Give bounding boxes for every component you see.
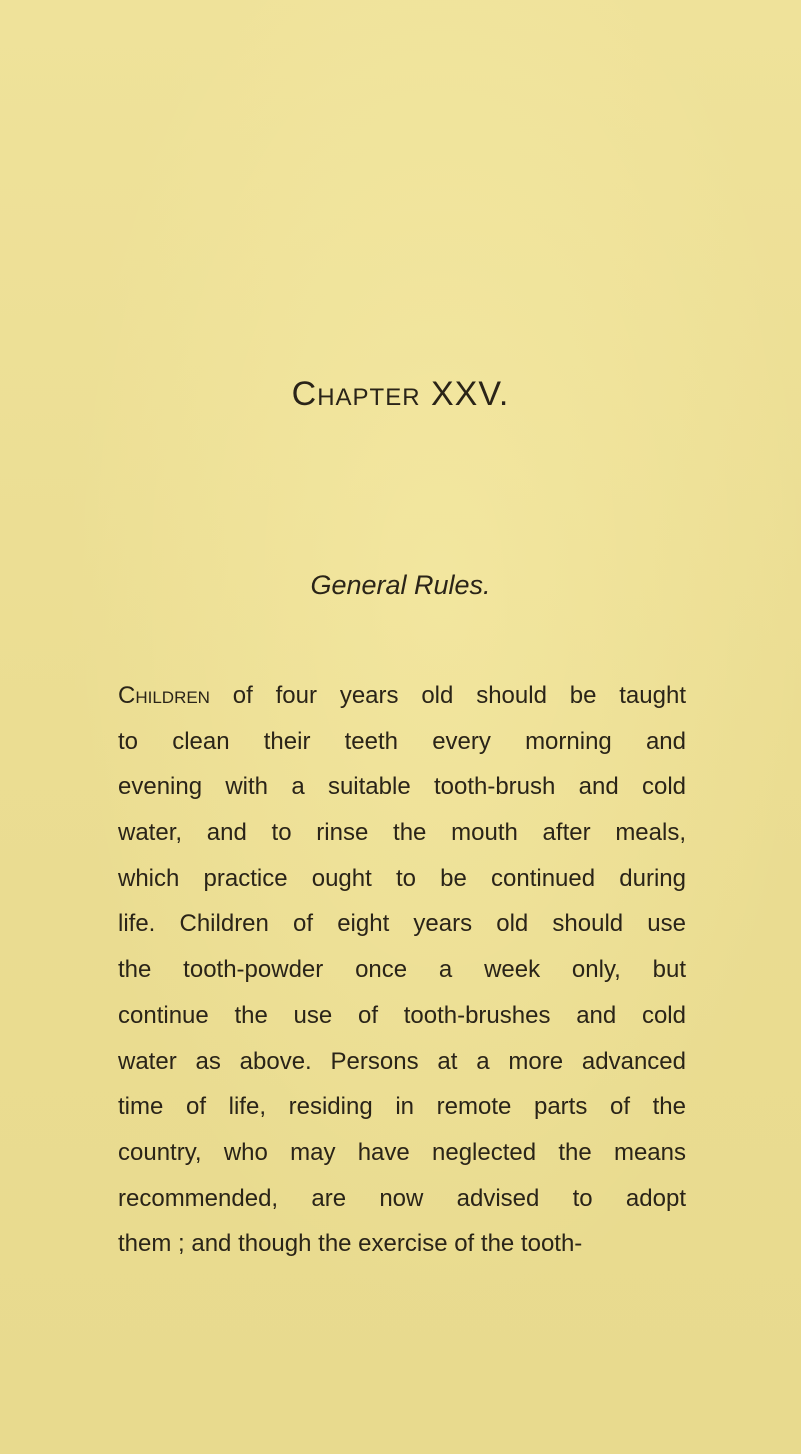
paragraph-line: continue the use of tooth-brushes and cold <box>118 1001 686 1029</box>
chapter-number: XXV. <box>431 375 510 413</box>
chapter-heading <box>0 375 801 414</box>
paragraph-line: which practice ought to be continued during <box>118 864 686 892</box>
paragraph-line: water as above. Persons at a more advanced <box>118 1047 686 1075</box>
section-title: General Rules. <box>310 570 491 600</box>
paragraph-line <box>118 673 686 719</box>
paragraph-line: recommended, are now advised to adopt <box>118 1184 686 1212</box>
paragraph-line: country, who may have neglected the means <box>118 1138 686 1166</box>
paragraph-line: evening with a suitable tooth-brush and cold <box>118 773 686 801</box>
paragraph-line: time of life, residing in remote parts of the <box>118 1093 686 1121</box>
paragraph-line: water, and to rinse the mouth after meals, <box>118 819 686 847</box>
body-paragraph <box>118 673 686 1267</box>
paragraph-line: them ; and though the exercise of the tooth- <box>118 1230 583 1258</box>
paragraph-lead-word: Children <box>118 682 210 709</box>
paragraph-line: to clean their teeth every morning and <box>118 727 686 755</box>
paragraph-line: the tooth-powder once a week only, but <box>118 956 686 984</box>
paragraph-first-line-text: of four years old should be taught <box>232 682 686 709</box>
chapter-word: Chapter <box>291 375 421 413</box>
paragraph-line: life. Children of eight years old should use <box>118 910 686 938</box>
